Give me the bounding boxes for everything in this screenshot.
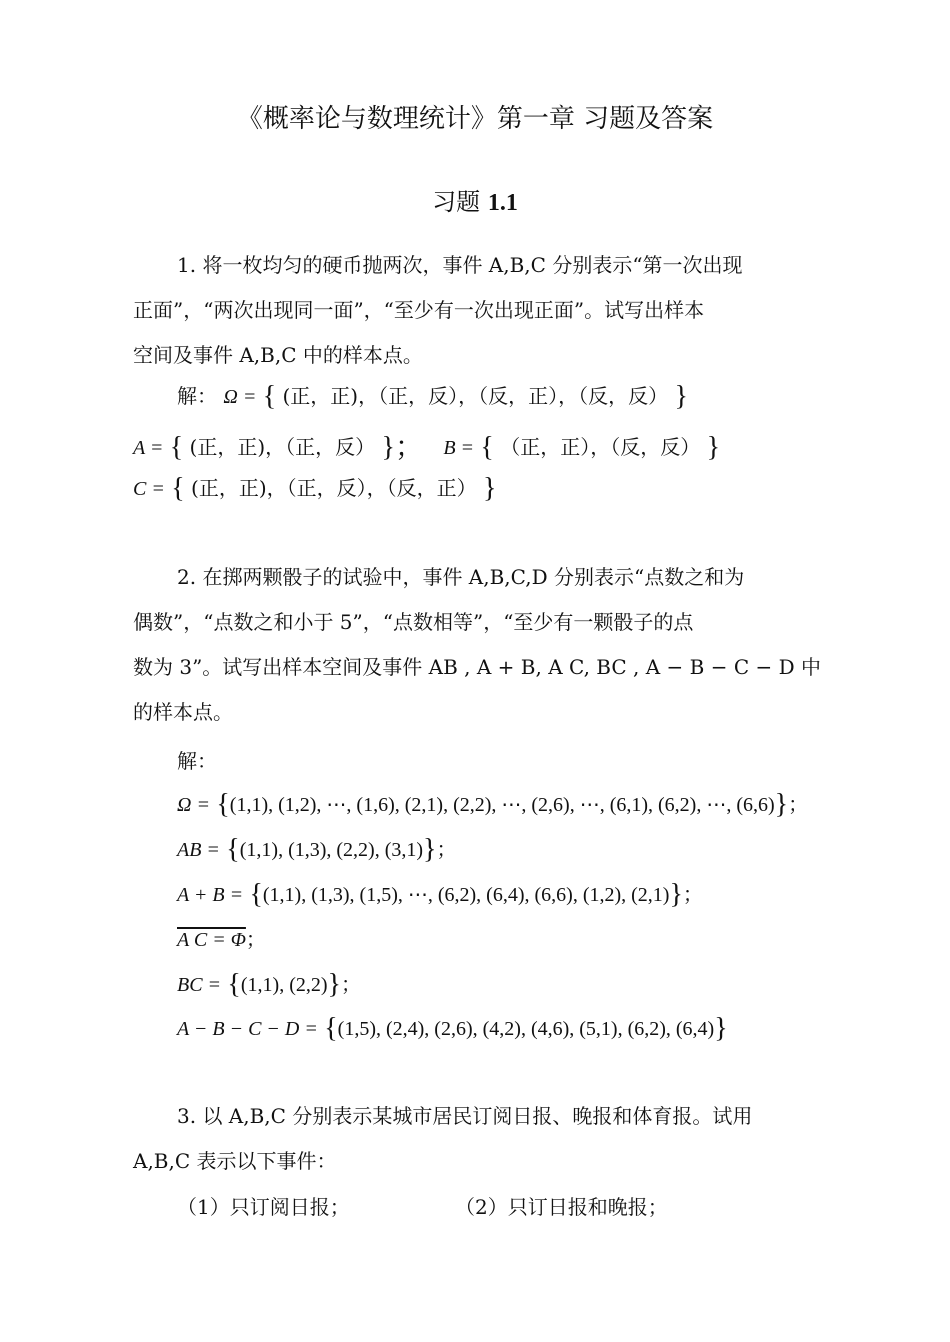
a-minus-bcd-set: (1,5), (2,4), (2,6), (4,2), (4,6), (5,1), (6,2), (6,4) <box>337 1018 715 1040</box>
problem-1-line-3: 空间及事件 A,B,C 中的样本点。 <box>133 343 423 367</box>
open-brace: { <box>226 834 240 865</box>
problem-3-item-2: （2）只订日报和晚报； <box>455 1195 668 1219</box>
problem-1-text-line-1: 将一枚均匀的硬币抛两次，事件 A,B,C 分别表示“第一次出现 <box>202 253 743 277</box>
close-brace: } <box>706 432 721 463</box>
omega-set: (1,1), (1,2), ⋯, (1,6), (2,1), (2,2), ⋯, (2,6), ⋯, (6,1), (6,2), ⋯, (6,6) <box>229 794 775 816</box>
ab-set: (1,1), (1,3), (2,2), (3,1) <box>239 839 424 861</box>
a-plus-b-lhs: A + B = <box>177 884 244 906</box>
problem-1-solution-line-2 <box>133 425 720 465</box>
omega-set: (正，正)，（正，反），（反，正），（反，反） <box>282 384 669 408</box>
a-plus-b-set: (1,1), (1,3), (1,5), ⋯, (6,2), (6,4), (6,6), (1,2), (2,1) <box>262 884 670 906</box>
problem-3-line-2: A,B,C 表示以下事件： <box>133 1149 337 1173</box>
problem-1-line-2: 正面”，“两次出现同一面”，“至少有一次出现正面”。试写出样本 <box>133 298 705 322</box>
set-b-lhs: B = <box>443 437 475 459</box>
problem-3-number: 3. <box>177 1104 197 1128</box>
section-number: 1.1 <box>487 190 518 216</box>
omega-lhs: Ω = <box>177 794 210 816</box>
open-brace: { <box>171 473 185 504</box>
problem-2-omega <box>177 788 808 821</box>
problem-1-solution-line-3 <box>133 472 496 505</box>
set-a-body: (正，正)，（正，反） <box>189 435 376 459</box>
problem-3-item-1: （1）只订阅日报； <box>177 1195 350 1219</box>
ab-lhs: AB = <box>177 839 220 861</box>
close-brace: } <box>674 381 688 412</box>
open-brace: { <box>227 969 241 1000</box>
open-brace: { <box>169 432 184 463</box>
open-brace: { <box>480 432 494 463</box>
line-end: ； <box>340 972 361 996</box>
problem-2-abar-c <box>177 923 266 952</box>
omega-lhs: Ω = <box>223 386 257 408</box>
set-c-lhs: C = <box>133 478 165 500</box>
bc-lhs: BC = <box>177 974 222 996</box>
close-brace: }； <box>381 432 423 463</box>
problem-2-a-minus-bcd <box>177 1013 728 1045</box>
problem-1-number: 1. <box>177 253 197 277</box>
problem-1-solution-line-1 <box>177 380 688 413</box>
open-brace: { <box>324 1013 338 1044</box>
open-brace: { <box>216 789 230 820</box>
problem-2-line-2: 偶数”，“点数之和小于 5”，“点数相等”，“至少有一颗骰子的点 <box>133 610 694 634</box>
abar-c-lhs: A C = Φ <box>177 929 246 951</box>
close-brace: } <box>482 473 497 504</box>
set-c-body: (正，正)，（正，反），（反，正） <box>191 476 477 500</box>
close-brace: } <box>669 879 683 910</box>
bc-set: (1,1), (2,2) <box>240 974 328 996</box>
problem-2-line-3: 数为 3”。试写出样本空间及事件 AB , A + B, A C, BC , A − B − C − D 中 <box>133 655 822 679</box>
line-end: ； <box>245 927 266 951</box>
set-b-body: （正，正），（反，反） <box>500 435 701 459</box>
problem-2-bc <box>177 968 361 1001</box>
solution-label: 解： <box>177 384 217 408</box>
line-end: ； <box>682 882 703 906</box>
open-brace: { <box>249 879 263 910</box>
section-prefix: 习题 <box>432 188 481 216</box>
problem-2-ab <box>177 833 456 866</box>
line-end: ； <box>436 837 457 861</box>
problem-1-line-1 <box>177 242 743 288</box>
set-a-lhs: A = <box>133 437 164 459</box>
line-end: ； <box>788 792 809 816</box>
problem-2-line-4: 的样本点。 <box>133 700 233 724</box>
problem-2-text-line-1: 在掷两颗骰子的试验中，事件 A,B,C,D 分别表示“点数之和为 <box>202 565 745 589</box>
a-minus-bcd-lhs: A − B − C − D = <box>177 1018 318 1040</box>
problem-2-line-1 <box>177 554 744 600</box>
section-title <box>0 182 950 217</box>
page-title: 《概率论与数理统计》第一章 习题及答案 <box>236 104 714 134</box>
problem-2-number: 2. <box>177 565 197 589</box>
problem-2-a-plus-b <box>177 878 703 911</box>
close-brace: } <box>714 1013 728 1044</box>
close-brace: } <box>327 969 341 1000</box>
problem-2-solution-label: 解： <box>177 749 217 773</box>
close-brace: } <box>774 789 789 820</box>
problem-3-line-1 <box>177 1093 752 1139</box>
close-brace: } <box>423 834 437 865</box>
problem-3-text-line-1: 以 A,B,C 分别表示某城市居民订阅日报、晚报和体育报。试用 <box>202 1104 753 1128</box>
open-brace: { <box>262 381 277 412</box>
